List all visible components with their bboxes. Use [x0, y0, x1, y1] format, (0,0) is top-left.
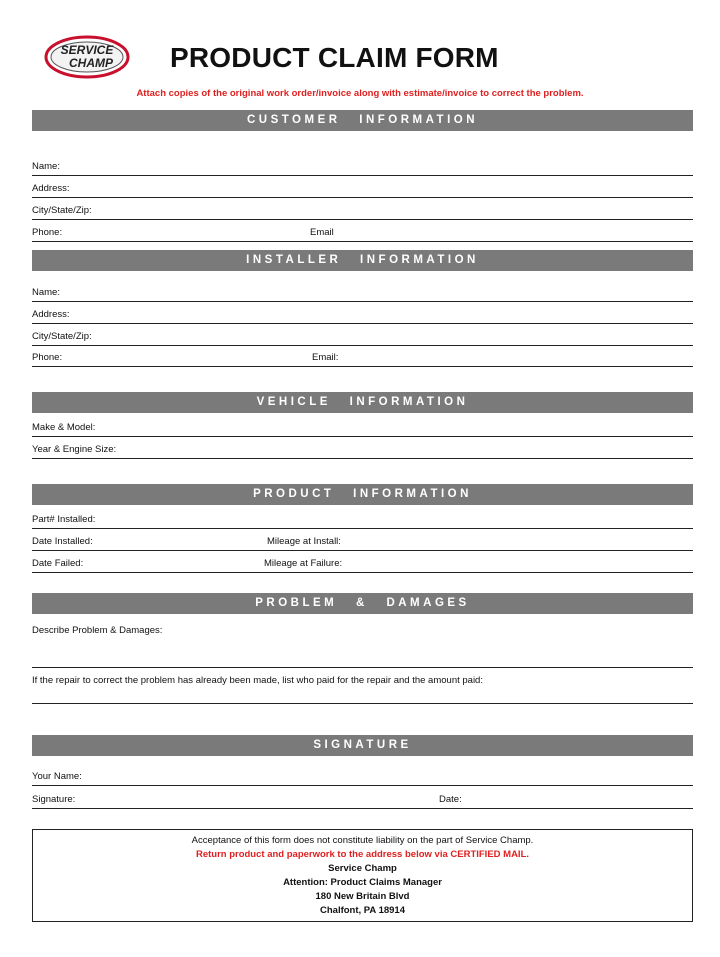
field-label: Phone: [32, 352, 63, 363]
field-label: Date Failed: [32, 558, 84, 569]
customer-name-field[interactable] [32, 159, 693, 176]
instruction-note: Attach copies of the original work order/invoice along with estimate/invoice to correct the problem. [136, 88, 584, 99]
field-label: Email [310, 227, 334, 238]
address-company: Service Champ [328, 863, 397, 874]
describe-problem-label: Describe Problem & Damages: [32, 625, 163, 636]
installer-city-field[interactable] [32, 329, 693, 346]
certified-mail-note: Return product and paperwork to the address below via CERTIFIED MAIL. [195, 849, 530, 860]
part-installed-field[interactable] [32, 512, 693, 529]
service-champ-logo [44, 34, 130, 80]
mailing-instructions-box [32, 829, 693, 922]
repair-paid-line[interactable] [32, 703, 693, 704]
address-attention: Attention: Product Claims Manager [283, 877, 442, 888]
repair-paid-label: If the repair to correct the problem has already been made, list who paid for the repair and the amount paid: [32, 675, 483, 686]
vehicle-make-model-field[interactable] [32, 420, 693, 437]
field-label: Address: [32, 309, 70, 320]
field-label: City/State/Zip: [32, 205, 92, 216]
date-installed-field[interactable] [32, 534, 693, 551]
field-label: Email: [312, 352, 339, 363]
field-label: Part# Installed: [32, 514, 96, 525]
field-label: Signature: [32, 794, 76, 805]
customer-phone-email-field[interactable] [32, 225, 693, 242]
customer-city-field[interactable] [32, 203, 693, 220]
section-problem-damages: PROBLEM & DAMAGES [32, 593, 693, 614]
date-failed-field[interactable] [32, 556, 693, 573]
section-product-information: PRODUCT INFORMATION [32, 484, 693, 505]
field-label: Your Name: [32, 771, 82, 782]
field-label: Date Installed: [32, 536, 93, 547]
section-signature: SIGNATURE [32, 735, 693, 756]
field-label: City/State/Zip: [32, 331, 92, 342]
your-name-field[interactable] [32, 769, 693, 786]
field-label: Make & Model: [32, 422, 96, 433]
vehicle-year-engine-field[interactable] [32, 442, 693, 459]
field-label: Phone: [32, 227, 63, 238]
field-label: Mileage at Failure: [264, 558, 343, 569]
page-title: PRODUCT CLAIM FORM [170, 42, 499, 73]
address-street: 180 New Britain Blvd [315, 891, 410, 902]
field-label: Mileage at Install: [267, 536, 341, 547]
signature-date-field[interactable] [32, 792, 693, 809]
svg-text:SERVICE: SERVICE [60, 43, 114, 57]
section-installer-information: INSTALLER INFORMATION [32, 250, 693, 271]
installer-phone-email-field[interactable] [32, 350, 693, 367]
customer-address-field[interactable] [32, 181, 693, 198]
field-label: Year & Engine Size: [32, 444, 117, 455]
describe-problem-line[interactable] [32, 667, 693, 668]
liability-disclaimer: Acceptance of this form does not constitute liability on the part of Service Champ. [191, 835, 534, 846]
field-label: Name: [32, 287, 60, 298]
field-label: Date: [439, 794, 462, 805]
field-label: Name: [32, 161, 60, 172]
installer-name-field[interactable] [32, 285, 693, 302]
svg-text:CHAMP: CHAMP [69, 56, 113, 70]
field-label: Address: [32, 183, 70, 194]
section-vehicle-information: VEHICLE INFORMATION [32, 392, 693, 413]
address-city: Chalfont, PA 18914 [320, 905, 405, 916]
installer-address-field[interactable] [32, 307, 693, 324]
section-customer-information: CUSTOMER INFORMATION [32, 110, 693, 131]
